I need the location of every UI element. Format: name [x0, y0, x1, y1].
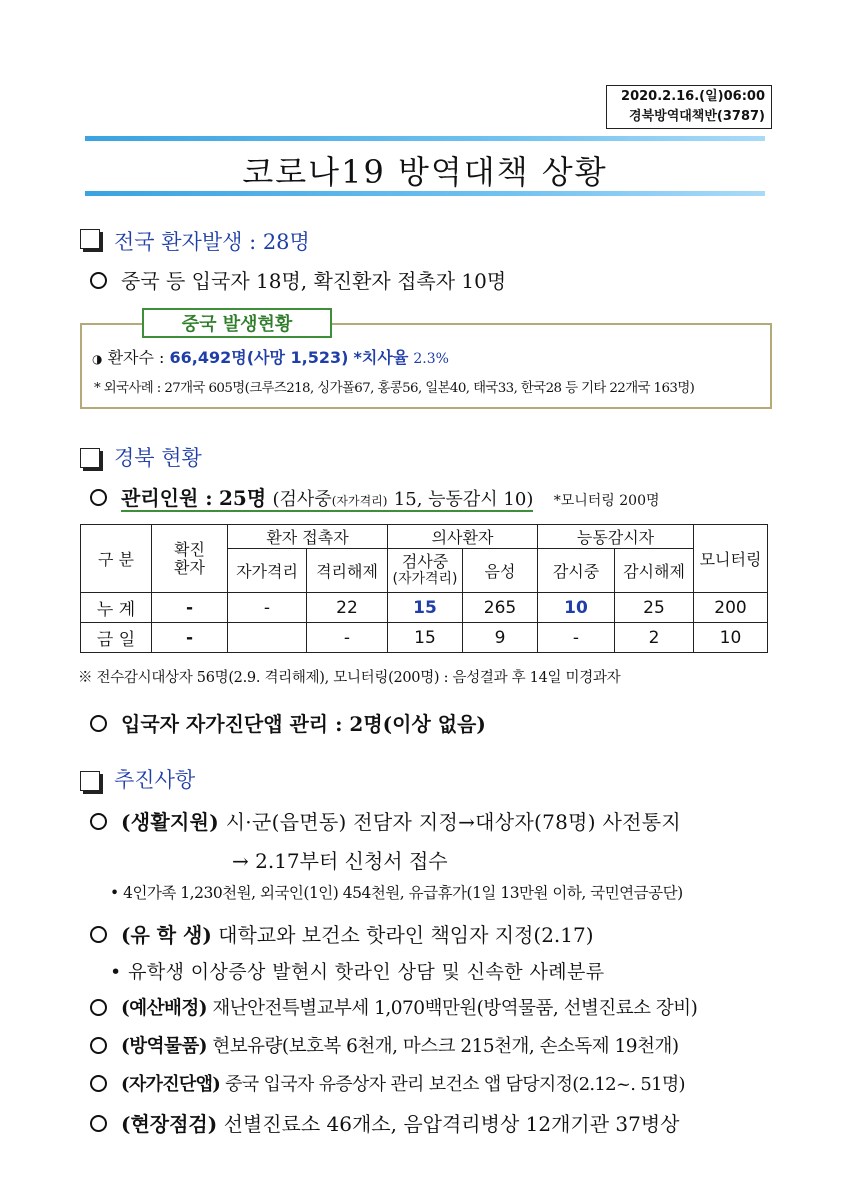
gyeongbuk-heading: 경북 현황	[114, 446, 202, 470]
cell-monitoring: 10	[538, 593, 615, 623]
cell-monitor-released: 2	[615, 623, 694, 653]
cell-negative: 9	[463, 623, 538, 653]
sub-self-quarantine: 자가격리	[228, 549, 307, 593]
cell-monitoring: -	[538, 623, 615, 653]
action-text: 대학교와 보건소 핫라인 책임자 지정(2.17)	[218, 923, 594, 947]
national-detail-line	[90, 265, 506, 294]
monitoring-note: *모니터링 200명	[553, 493, 660, 509]
action-item	[90, 1108, 679, 1137]
action-tag: (예산배정)	[121, 998, 207, 1019]
sub-monitoring: 감시중	[538, 549, 615, 593]
action-text: 시·군(읍면동) 전담자 지정→대상자(78명) 사전통지	[225, 810, 681, 834]
action-item	[90, 1032, 679, 1058]
action-item	[110, 957, 604, 984]
cell-negative: 265	[463, 593, 538, 623]
cell-confirmed: -	[152, 623, 228, 653]
action-item	[90, 919, 594, 948]
fatality-value: 2.3%	[413, 351, 449, 367]
action-text: → 2.17부터 신청서 접수	[232, 849, 448, 873]
cell-confirmed: -	[152, 593, 228, 623]
managed-label: 관리인원 :	[121, 486, 213, 510]
action-item	[232, 845, 448, 874]
section-square-icon	[80, 448, 100, 468]
table-row	[81, 593, 768, 623]
managed-testing: (검사중	[272, 489, 332, 510]
action-text: 재난안전특별교부세 1,070백만원(방역물품, 선별진료소 장비)	[212, 998, 698, 1019]
circle-bullet-icon	[90, 926, 107, 943]
fatality-label: *치사율	[353, 348, 409, 367]
table-footnote: ※ 전수감시대상자 56명(2.9. 격리해제), 모니터링(200명) : 음성결과 후 14일 미경과자	[78, 670, 621, 686]
action-item	[90, 994, 697, 1020]
sub-testing-note: (자가격리)	[392, 571, 458, 587]
cell-testing: 15	[388, 623, 463, 653]
title-bar-top	[85, 136, 765, 141]
actions-heading: 추진사항	[114, 768, 196, 792]
action-item	[90, 806, 681, 835]
cell-monitor-released: 25	[615, 593, 694, 623]
cell-self-quarantine	[228, 623, 307, 653]
patients-label: 환자수 :	[107, 348, 165, 367]
circle-bullet-icon	[90, 813, 107, 830]
sub-negative: 음성	[463, 549, 538, 593]
app-management: 입국자 자가진단앱 관리 : 2명(이상 없음)	[121, 712, 486, 736]
half-circle-bullet-icon: ◑	[92, 352, 103, 366]
sub-testing	[388, 549, 463, 593]
action-item	[110, 881, 683, 903]
managed-rest: 15, 능동감시 10)	[393, 489, 534, 510]
circle-bullet-icon	[90, 272, 107, 289]
circle-bullet-icon	[90, 1075, 107, 1092]
action-tag: (자가진단앱)	[121, 1074, 221, 1095]
sub-testing-label: 검사중	[401, 552, 449, 571]
col-category: 구 분	[81, 525, 152, 593]
action-tag: (생활지원)	[121, 810, 220, 834]
page-title: 코로나19 방역대책 상황	[242, 153, 608, 191]
group-active: 능동감시자	[538, 525, 694, 549]
cell-self-quarantine: -	[228, 593, 307, 623]
patients-value: 66,492명(사망 1,523)	[169, 348, 349, 367]
circle-bullet-icon	[90, 489, 107, 506]
cell-released: -	[307, 623, 388, 653]
group-contact: 환자 접촉자	[228, 525, 388, 549]
national-detail: 중국 등 입국자 18명, 확진환자 접촉자 10명	[121, 269, 507, 293]
action-tag: (현장점검)	[121, 1112, 218, 1136]
col-confirmed: 확진 환자	[152, 525, 228, 593]
title-bar-bottom	[85, 191, 765, 196]
action-text: 4인가족 1,230천원, 외국인(1인) 454천원, 유급휴가(1일 13만원 이하, 국민연금공단)	[123, 884, 683, 902]
table-row	[81, 623, 768, 653]
col-monitoring: 모니터링	[694, 525, 768, 593]
report-date: 2020.2.16.(일)06:00	[621, 89, 765, 104]
circle-bullet-icon	[90, 999, 107, 1016]
action-text: 선별진료소 46개소, 음압격리병상 12개기관 37병상	[223, 1112, 680, 1136]
department-label: 경북방역대책반(3787)	[629, 109, 765, 124]
managed-value: 25명	[219, 486, 267, 510]
national-heading: 전국 환자발생 : 28명	[114, 230, 310, 254]
dot-bullet-icon: •	[110, 961, 122, 983]
action-item	[90, 1070, 685, 1096]
app-management-line	[90, 708, 486, 737]
action-tag: (유 학 생)	[121, 923, 212, 947]
managed-small: (자가격리)	[331, 494, 388, 508]
circle-bullet-icon	[90, 1115, 107, 1132]
section-square-icon	[80, 771, 100, 791]
row-label: 금 일	[81, 623, 152, 653]
section-square-icon	[80, 229, 100, 249]
group-suspect: 의사환자	[388, 525, 538, 549]
action-text: 현보유량(보호복 6천개, 마스크 215천개, 손소독제 19천개)	[212, 1036, 679, 1057]
date-box	[606, 85, 772, 129]
managed-line	[90, 482, 660, 511]
status-table	[80, 524, 768, 653]
cell-released: 22	[307, 593, 388, 623]
action-text: 유학생 이상증상 발현시 핫라인 상담 및 신속한 사례분류	[128, 961, 605, 983]
sub-released: 격리해제	[307, 549, 388, 593]
dot-bullet-icon: •	[110, 884, 119, 902]
china-patients-line	[92, 345, 449, 368]
action-tag: (방역물품)	[121, 1036, 207, 1057]
action-text: 중국 입국자 유증상자 관리 보건소 앱 담당지정(2.12~. 51명)	[225, 1074, 685, 1095]
china-label: 중국 발생현황	[142, 308, 332, 338]
cell-total-monitoring: 10	[694, 623, 768, 653]
circle-bullet-icon	[90, 715, 107, 732]
cell-total-monitoring: 200	[694, 593, 768, 623]
foreign-cases: * 외국사례 : 27개국 605명(크루즈218, 싱가폴67, 홍콩56, 일본40, 태국33, 한국28 등 기타 22개국 163명)	[94, 381, 695, 396]
sub-monitor-released: 감시해제	[615, 549, 694, 593]
cell-testing: 15	[388, 593, 463, 623]
row-label: 누 계	[81, 593, 152, 623]
circle-bullet-icon	[90, 1037, 107, 1054]
